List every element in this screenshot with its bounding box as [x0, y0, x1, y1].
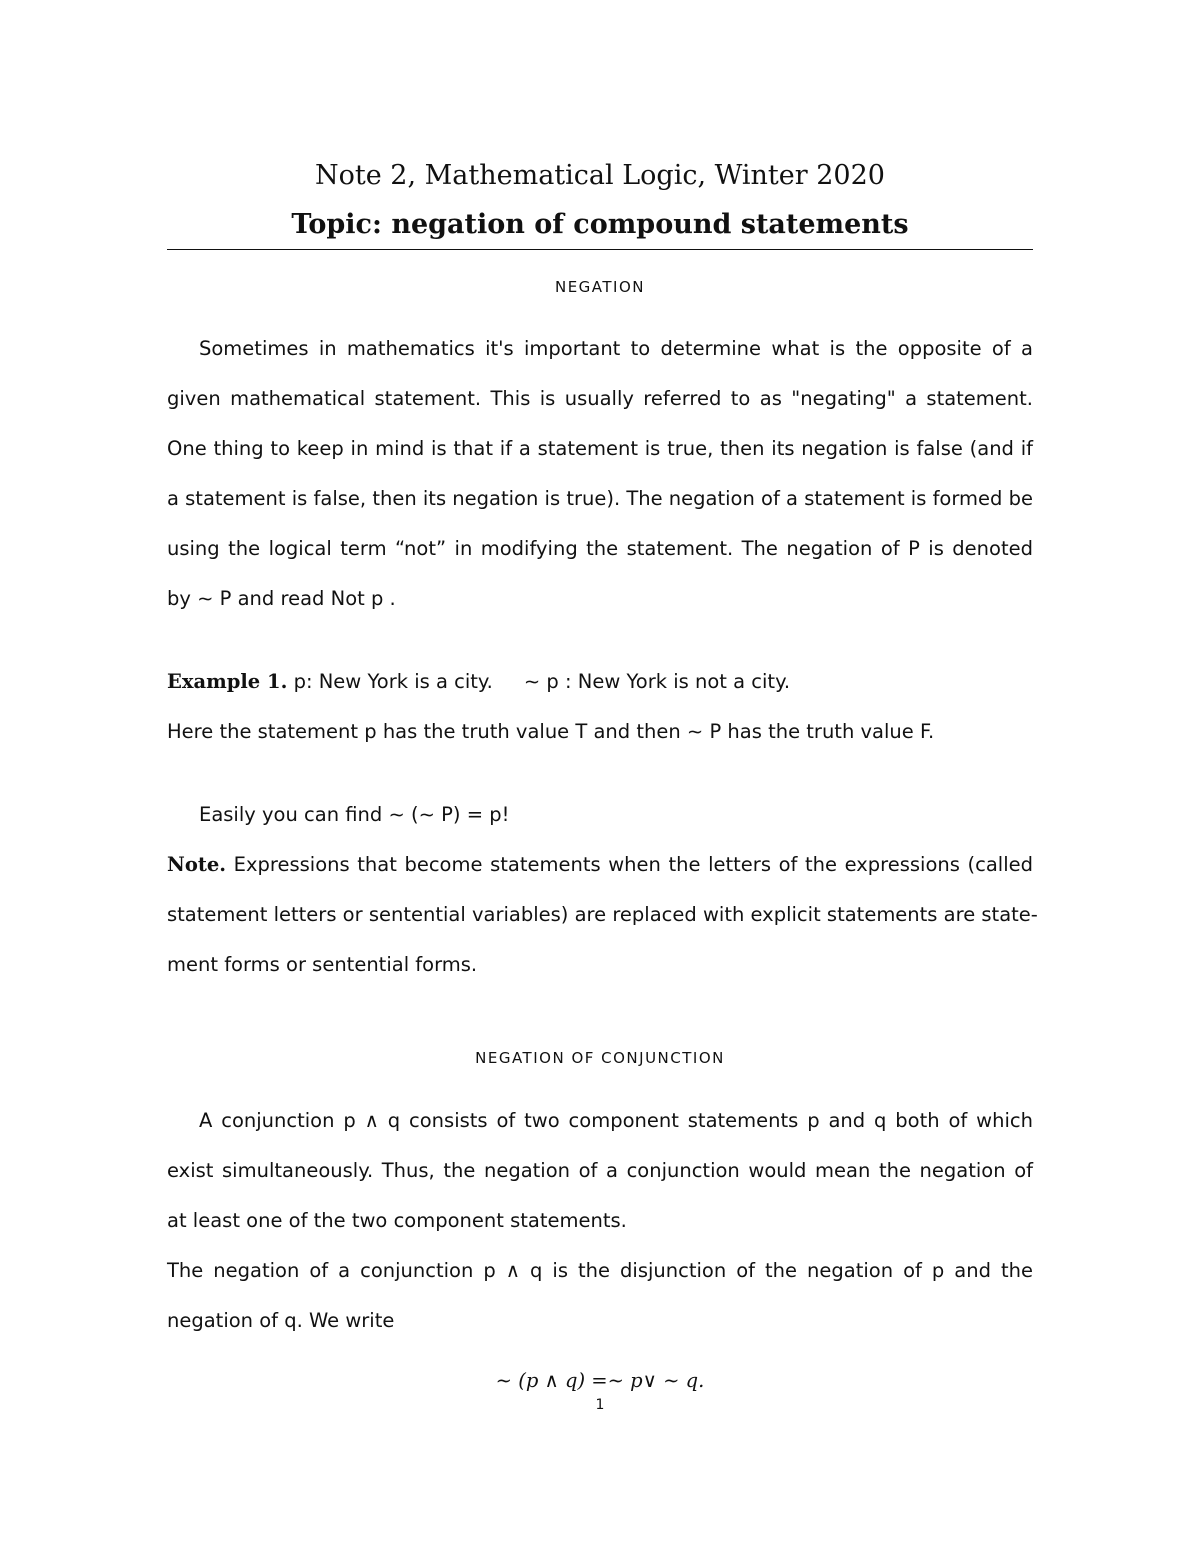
- example-1-label: Example 1.: [167, 670, 288, 693]
- conjunction-line-2: exist simultaneously. Thus, the negation of a conjunction would mean the negation of: [167, 1159, 1033, 1182]
- conjunction-line-5: negation of q. We write: [167, 1309, 395, 1332]
- intro-line-5: using the logical term “not” in modifying the statement. The negation of P is denoted: [167, 537, 1033, 560]
- page-number: 1: [595, 1397, 605, 1413]
- note-text-1: Expressions that become statements when the letters of the expressions (called: [233, 853, 1034, 876]
- example-1: [167, 670, 1033, 694]
- example-1-text: p: New York is a city. ∼ p : New York is not a city.: [293, 670, 791, 693]
- negation-conjunction-formula: ∼ (p ∧ q) =∼ p∨ ∼ q.: [495, 1369, 705, 1392]
- intro-line-1: Sometimes in mathematics it's important to determine what is the opposite of a: [199, 337, 1033, 360]
- conjunction-line-4: The negation of a conjunction p ∧ q is the disjunction of the negation of p and the: [167, 1259, 1033, 1282]
- title-rule: [167, 249, 1033, 250]
- example-1-line-2: Here the statement p has the truth value T and then ∼ P has the truth value F.: [167, 720, 935, 743]
- note-line-2: statement letters or sentential variables) are replaced with explicit statements are state-: [167, 903, 1038, 926]
- conjunction-line-3: at least one of the two component statements.: [167, 1209, 627, 1232]
- note-label: Note.: [167, 853, 227, 876]
- note-title: Note 2, Mathematical Logic, Winter 2020: [315, 160, 885, 191]
- intro-line-2: given mathematical statement. This is usually referred to as "negating" a statement.: [167, 387, 1033, 410]
- note-line-3: ment forms or sentential forms.: [167, 953, 478, 976]
- intro-line-6: by ∼ P and read Not p .: [167, 587, 396, 610]
- section-heading-conjunction: NEGATION OF CONJUNCTION: [475, 1049, 725, 1067]
- conjunction-line-1: A conjunction p ∧ q consists of two component statements p and q both of which: [199, 1109, 1033, 1132]
- topic-title: Topic: negation of compound statements: [291, 209, 909, 240]
- intro-line-3: One thing to keep in mind is that if a statement is true, then its negation is false (and if: [167, 437, 1033, 460]
- section-heading-negation: NEGATION: [554, 278, 646, 296]
- easily-line: Easily you can find ∼ (∼ P) = p!: [199, 803, 510, 826]
- note-line-1: [167, 853, 1033, 877]
- intro-line-4: a statement is false, then its negation is true). The negation of a statement is formed be: [167, 487, 1033, 510]
